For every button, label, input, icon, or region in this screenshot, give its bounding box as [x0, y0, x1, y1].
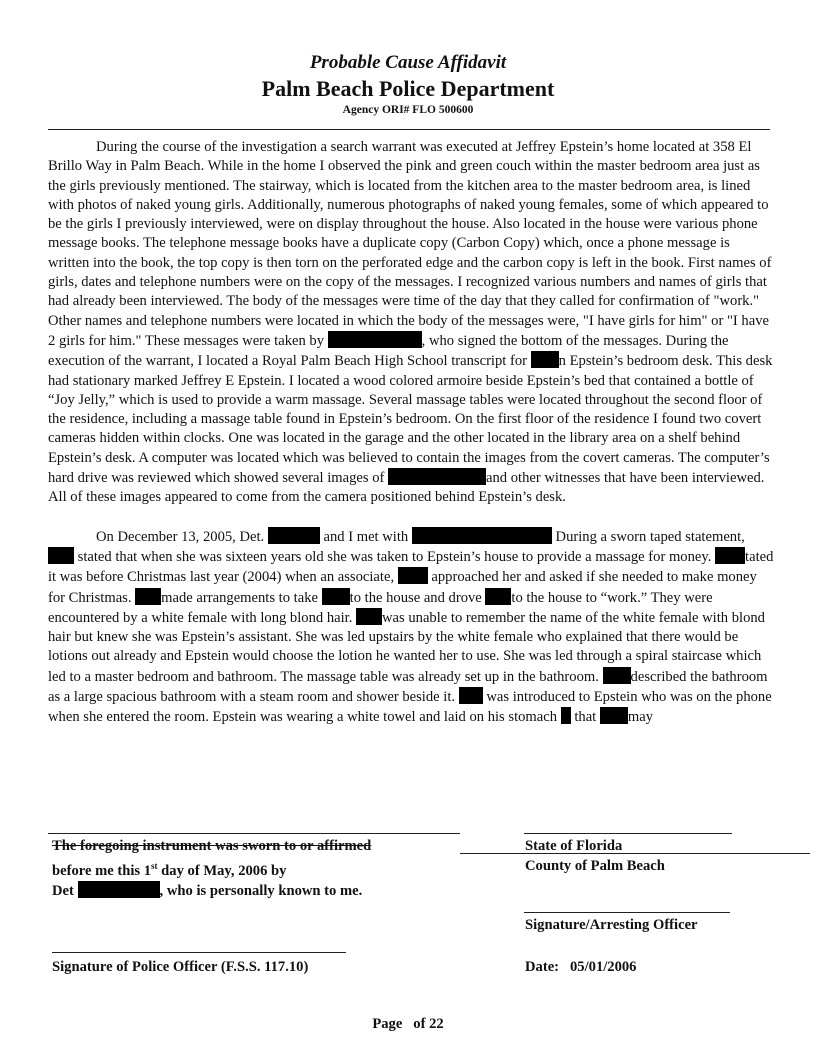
header-rule [48, 129, 770, 130]
redaction-box [48, 547, 74, 564]
county-label: County of Palm Beach [525, 858, 665, 874]
redaction-box [485, 588, 511, 605]
sworn-rule [48, 833, 460, 834]
document-title: Probable Cause Affidavit [309, 52, 507, 73]
redaction-box [603, 667, 631, 684]
redaction-box [328, 331, 422, 348]
arresting-officer-rule [524, 912, 730, 913]
sworn-line-2: before me this 1st day of May, 2006 by [52, 861, 287, 879]
redaction-box [459, 687, 483, 704]
affidavit-body [48, 138, 774, 728]
redaction-box [600, 707, 628, 724]
redaction-box [388, 468, 486, 485]
paragraph-search-warrant: During the course of the investigation a search warrant was executed at Jeffrey Epstein’s home located at 358 El Brillo Way in Palm Beach. While in the home I observed the pink and green couch within the master bedroom area just as the girls previously mentioned. The stairway, which is located from the kitchen area to the master bedroom area, is lined with photos of naked young girls. Additionally, numerous photographs of naked young females, some of which appeared to be the girls I previously interviewed, were on display throughout the house. Also located in the house were various phone message books. The telephone message books have a duplicate copy (Carbon Copy) which, once a phone message is written into the book, the top copy is then torn on the perforated edge and the carbon copy is left in the book. First names of girls, dates and telephone numbers were on the copy of the messages. I recognized various numbers and names of girls that had already been interviewed. The body of the messages were time of the day that they called for confirmation of "work." Other names and telephone numbers were located in which the body of the messages were, "I have girls for him" or "I have 2 girls for him." These messages were taken by , who signed the bottom of the messages. During the execution of the warrant, I located a Royal Palm Beach High School transcript for n Epstein’s bedroom desk. This desk had stationary marked Jeffrey E Epstein. I located a wood colored armoire beside Epstein’s bed that contained a bottle of “Joy Jelly,” which is used to provide a warm massage. Several massage tables were located throughout the second floor of the residence, including a massage table found in Epstein’s bedroom. On the first floor of the residence I found two covert cameras hidden within clocks. One was located in the garage and the other located in the library area on a shelf behind Epstein’s desk. A computer was located which was believed to contain the images from the covert cameras. The computer’s hard drive was reviewed which showed several images of and other witnesses that have been interviewed. All of these images appeared to come from the camera positioned behind Epstein’s desk. [48, 139, 773, 506]
police-signature-rule [52, 952, 346, 953]
redaction-box [356, 608, 382, 625]
redaction-box [268, 527, 320, 544]
sworn-line-3: Det , who is personally known to me. [52, 882, 363, 899]
sworn-statement-block [52, 836, 371, 901]
redaction-box [412, 527, 552, 544]
department-name: Palm Beach Police Department [261, 76, 555, 101]
redaction-box [135, 588, 161, 605]
agency-ori: Agency ORI# FLO 500600 [342, 104, 474, 116]
state-rule [524, 833, 732, 834]
paragraph-sworn-statement: On December 13, 2005, Det. and I met with During a sworn taped statement, stated that when she was sixteen years old she was taken to Epstein’s house to provide a massage for money. tated it was before Christmas last year (2004) when an associate, approached her and asked if she needed to make money for Christmas. made arrangements to take to the house and drove to the house to “work.” They were encountered by a white female with long blond hair. was unable to remember the name of the white female with blond hair but knew she was Epstein’s assistant. She was led upstairs by the white female who explained that there would be lotions out already and Epstein would choose the lotion he wanted her to use. She was led through a spiral staircase which led to a master bedroom and bathroom. The massage table was already set up in the bathroom. described the bathroom as a large spacious bathroom with a steam room and shower beside it. was introduced to Epstein who was on the phone when she entered the room. Epstein was wearing a white towel and laid on his stomach that may [48, 528, 774, 726]
sworn-line-1: The foregoing instrument was sworn to or affirmed [52, 838, 372, 854]
police-signature-label: Signature of Police Officer (F.S.S. 117.10) [52, 959, 309, 975]
redaction-box [398, 567, 428, 584]
arresting-officer-label: Signature/Arresting Officer [525, 917, 698, 933]
redaction-box [78, 881, 160, 898]
redaction-box [322, 588, 350, 605]
date-field: Date: 05/01/2006 [525, 959, 637, 975]
jurisdiction-block [525, 836, 665, 876]
redaction-box [561, 707, 571, 724]
redaction-box [715, 547, 745, 564]
state-label: State of Florida [525, 838, 623, 854]
page-number: Page of 22 [372, 1016, 444, 1032]
redaction-box [531, 351, 559, 368]
